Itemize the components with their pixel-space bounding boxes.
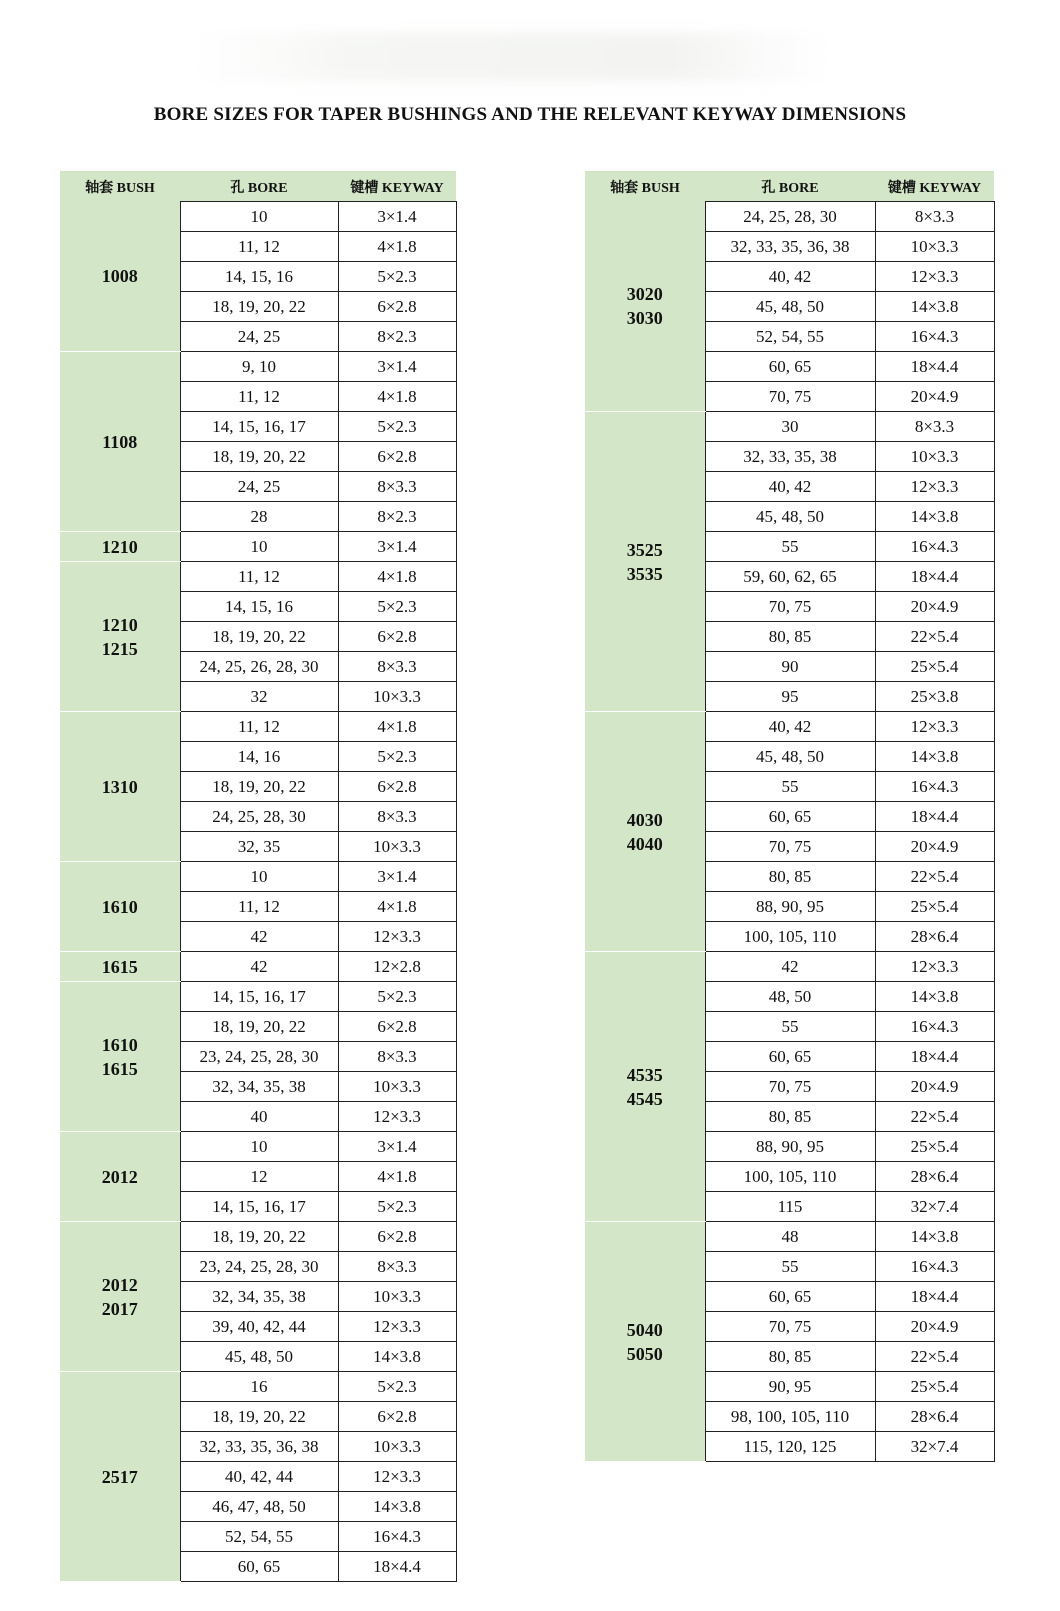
keyway-cell: 14×3.8 <box>875 1222 994 1252</box>
bore-cell: 70, 75 <box>705 832 875 862</box>
bore-cell: 90 <box>705 652 875 682</box>
keyway-cell: 6×2.8 <box>338 1012 456 1042</box>
bore-cell: 52, 54, 55 <box>705 322 875 352</box>
bore-cell: 32, 34, 35, 38 <box>180 1072 338 1102</box>
table-row <box>585 952 994 982</box>
keyway-cell: 12×3.3 <box>875 472 994 502</box>
keyway-cell: 6×2.8 <box>338 622 456 652</box>
keyway-cell: 32×7.4 <box>875 1192 994 1222</box>
bore-cell: 70, 75 <box>705 592 875 622</box>
bore-cell: 14, 15, 16 <box>180 262 338 292</box>
bore-cell: 100, 105, 110 <box>705 1162 875 1192</box>
bore-cell: 39, 40, 42, 44 <box>180 1312 338 1342</box>
bore-cell: 59, 60, 62, 65 <box>705 562 875 592</box>
keyway-cell: 5×2.3 <box>338 1372 456 1402</box>
header-row <box>60 172 456 202</box>
table-row <box>585 712 994 742</box>
keyway-cell: 14×3.8 <box>338 1492 456 1522</box>
right-bore-table <box>585 171 995 1462</box>
header-bush: 轴套 BUSH <box>60 172 180 202</box>
keyway-cell: 25×5.4 <box>875 892 994 922</box>
bore-cell: 60, 65 <box>705 802 875 832</box>
bore-cell: 60, 65 <box>705 1042 875 1072</box>
keyway-cell: 22×5.4 <box>875 1342 994 1372</box>
keyway-cell: 10×3.3 <box>338 1432 456 1462</box>
keyway-cell: 18×4.4 <box>875 1282 994 1312</box>
keyway-cell: 22×5.4 <box>875 1102 994 1132</box>
keyway-cell: 3×1.4 <box>338 862 456 892</box>
bore-cell: 60, 65 <box>180 1552 338 1582</box>
keyway-cell: 8×2.3 <box>338 322 456 352</box>
keyway-cell: 8×3.3 <box>875 412 994 442</box>
keyway-cell: 6×2.8 <box>338 772 456 802</box>
keyway-cell: 20×4.9 <box>875 382 994 412</box>
bore-cell: 14, 15, 16 <box>180 592 338 622</box>
keyway-cell: 16×4.3 <box>875 532 994 562</box>
keyway-cell: 12×3.3 <box>875 262 994 292</box>
keyway-cell: 8×3.3 <box>338 802 456 832</box>
keyway-cell: 18×4.4 <box>875 802 994 832</box>
bore-cell: 40, 42 <box>705 262 875 292</box>
keyway-cell: 18×4.4 <box>875 352 994 382</box>
bore-cell: 14, 15, 16, 17 <box>180 412 338 442</box>
keyway-cell: 25×5.4 <box>875 1372 994 1402</box>
bore-cell: 24, 25, 28, 30 <box>180 802 338 832</box>
table-row <box>60 862 456 892</box>
bore-cell: 18, 19, 20, 22 <box>180 1402 338 1432</box>
keyway-cell: 28×6.4 <box>875 1162 994 1192</box>
bush-size-cell: 1210 <box>60 532 180 562</box>
bush-size-cell: 3020 3030 <box>585 202 705 412</box>
keyway-cell: 14×3.8 <box>875 742 994 772</box>
bore-cell: 70, 75 <box>705 382 875 412</box>
bush-size-cell: 2012 2017 <box>60 1222 180 1372</box>
table-row <box>585 412 994 442</box>
keyway-cell: 3×1.4 <box>338 532 456 562</box>
keyway-cell: 16×4.3 <box>338 1522 456 1552</box>
bore-cell: 40 <box>180 1102 338 1132</box>
keyway-cell: 20×4.9 <box>875 832 994 862</box>
bore-cell: 40, 42 <box>705 472 875 502</box>
bore-cell: 55 <box>705 1012 875 1042</box>
keyway-cell: 10×3.3 <box>338 682 456 712</box>
bush-size-cell: 1008 <box>60 202 180 352</box>
bore-cell: 14, 15, 16, 17 <box>180 1192 338 1222</box>
keyway-cell: 32×7.4 <box>875 1432 994 1462</box>
bore-cell: 95 <box>705 682 875 712</box>
bush-size-cell: 2012 <box>60 1132 180 1222</box>
bore-cell: 18, 19, 20, 22 <box>180 622 338 652</box>
bush-size-cell: 3525 3535 <box>585 412 705 712</box>
keyway-cell: 4×1.8 <box>338 1162 456 1192</box>
bore-cell: 30 <box>705 412 875 442</box>
bore-cell: 55 <box>705 532 875 562</box>
table-row <box>60 562 456 592</box>
keyway-cell: 12×3.3 <box>338 1462 456 1492</box>
bore-cell: 98, 100, 105, 110 <box>705 1402 875 1432</box>
keyway-cell: 16×4.3 <box>875 322 994 352</box>
keyway-cell: 5×2.3 <box>338 262 456 292</box>
header-keyway: 键槽 KEYWAY <box>338 172 456 202</box>
keyway-cell: 6×2.8 <box>338 1402 456 1432</box>
bore-cell: 115, 120, 125 <box>705 1432 875 1462</box>
keyway-cell: 16×4.3 <box>875 772 994 802</box>
bore-cell: 18, 19, 20, 22 <box>180 1012 338 1042</box>
bore-cell: 24, 25, 28, 30 <box>705 202 875 232</box>
bore-cell: 40, 42 <box>705 712 875 742</box>
bore-cell: 40, 42, 44 <box>180 1462 338 1492</box>
left-bore-table <box>60 171 457 1582</box>
keyway-cell: 6×2.8 <box>338 1222 456 1252</box>
keyway-cell: 14×3.8 <box>875 982 994 1012</box>
bore-cell: 24, 25 <box>180 322 338 352</box>
header-bore: 孔 BORE <box>180 172 338 202</box>
keyway-cell: 5×2.3 <box>338 1192 456 1222</box>
bore-cell: 32, 33, 35, 38 <box>705 442 875 472</box>
bore-cell: 11, 12 <box>180 232 338 262</box>
header-bore: 孔 BORE <box>705 172 875 202</box>
table-row <box>585 202 994 232</box>
keyway-cell: 5×2.3 <box>338 742 456 772</box>
bore-cell: 46, 47, 48, 50 <box>180 1492 338 1522</box>
keyway-cell: 10×3.3 <box>875 442 994 472</box>
bore-cell: 42 <box>180 952 338 982</box>
keyway-cell: 10×3.3 <box>338 1072 456 1102</box>
bore-cell: 42 <box>180 922 338 952</box>
bore-cell: 90, 95 <box>705 1372 875 1402</box>
header-bush: 轴套 BUSH <box>585 172 705 202</box>
table-row <box>60 982 456 1012</box>
keyway-cell: 18×4.4 <box>875 1042 994 1072</box>
bore-cell: 9, 10 <box>180 352 338 382</box>
keyway-cell: 16×4.3 <box>875 1012 994 1042</box>
keyway-cell: 4×1.8 <box>338 712 456 742</box>
keyway-cell: 10×3.3 <box>875 232 994 262</box>
bore-cell: 52, 54, 55 <box>180 1522 338 1552</box>
bore-cell: 11, 12 <box>180 382 338 412</box>
keyway-cell: 4×1.8 <box>338 382 456 412</box>
bore-cell: 11, 12 <box>180 562 338 592</box>
keyway-cell: 12×3.3 <box>338 1102 456 1132</box>
keyway-cell: 5×2.3 <box>338 412 456 442</box>
keyway-cell: 20×4.9 <box>875 1072 994 1102</box>
header-keyway: 键槽 KEYWAY <box>875 172 994 202</box>
bore-cell: 80, 85 <box>705 1102 875 1132</box>
bush-size-cell: 4535 4545 <box>585 952 705 1222</box>
keyway-cell: 12×3.3 <box>875 712 994 742</box>
bore-cell: 42 <box>705 952 875 982</box>
keyway-cell: 8×3.3 <box>338 1252 456 1282</box>
bore-cell: 11, 12 <box>180 712 338 742</box>
bore-cell: 12 <box>180 1162 338 1192</box>
bore-cell: 18, 19, 20, 22 <box>180 772 338 802</box>
keyway-cell: 14×3.8 <box>875 502 994 532</box>
bush-size-cell: 1210 1215 <box>60 562 180 712</box>
keyway-cell: 25×5.4 <box>875 1132 994 1162</box>
bore-cell: 45, 48, 50 <box>705 292 875 322</box>
keyway-cell: 3×1.4 <box>338 202 456 232</box>
table-row <box>585 1222 994 1252</box>
bore-cell: 32, 34, 35, 38 <box>180 1282 338 1312</box>
keyway-cell: 28×6.4 <box>875 922 994 952</box>
bore-cell: 10 <box>180 1132 338 1162</box>
bore-cell: 80, 85 <box>705 1342 875 1372</box>
bore-cell: 18, 19, 20, 22 <box>180 1222 338 1252</box>
keyway-cell: 8×3.3 <box>338 652 456 682</box>
keyway-cell: 22×5.4 <box>875 622 994 652</box>
bush-size-cell: 1610 <box>60 862 180 952</box>
bore-cell: 55 <box>705 772 875 802</box>
bush-size-cell: 1610 1615 <box>60 982 180 1132</box>
keyway-cell: 20×4.9 <box>875 1312 994 1342</box>
keyway-cell: 4×1.8 <box>338 892 456 922</box>
bore-cell: 48, 50 <box>705 982 875 1012</box>
keyway-cell: 12×2.8 <box>338 952 456 982</box>
keyway-cell: 12×3.3 <box>338 922 456 952</box>
keyway-cell: 6×2.8 <box>338 292 456 322</box>
keyway-cell: 4×1.8 <box>338 232 456 262</box>
keyway-cell: 12×3.3 <box>338 1312 456 1342</box>
keyway-cell: 12×3.3 <box>875 952 994 982</box>
table-row <box>60 712 456 742</box>
bore-cell: 16 <box>180 1372 338 1402</box>
bore-cell: 14, 16 <box>180 742 338 772</box>
bore-cell: 32, 33, 35, 36, 38 <box>180 1432 338 1462</box>
bore-cell: 10 <box>180 202 338 232</box>
bore-cell: 70, 75 <box>705 1312 875 1342</box>
table-row <box>60 1372 456 1402</box>
bore-cell: 14, 15, 16, 17 <box>180 982 338 1012</box>
bore-cell: 45, 48, 50 <box>705 502 875 532</box>
keyway-cell: 3×1.4 <box>338 352 456 382</box>
bore-cell: 80, 85 <box>705 862 875 892</box>
bore-cell: 18, 19, 20, 22 <box>180 292 338 322</box>
bore-cell: 32, 35 <box>180 832 338 862</box>
keyway-cell: 4×1.8 <box>338 562 456 592</box>
bore-cell: 32 <box>180 682 338 712</box>
bore-cell: 115 <box>705 1192 875 1222</box>
keyway-cell: 28×6.4 <box>875 1402 994 1432</box>
keyway-cell: 8×2.3 <box>338 502 456 532</box>
bore-cell: 23, 24, 25, 28, 30 <box>180 1042 338 1072</box>
keyway-cell: 22×5.4 <box>875 862 994 892</box>
bore-cell: 60, 65 <box>705 1282 875 1312</box>
bore-cell: 70, 75 <box>705 1072 875 1102</box>
keyway-cell: 25×3.8 <box>875 682 994 712</box>
keyway-cell: 3×1.4 <box>338 1132 456 1162</box>
table-row <box>60 532 456 562</box>
bore-cell: 48 <box>705 1222 875 1252</box>
bore-cell: 100, 105, 110 <box>705 922 875 952</box>
table-row <box>60 1222 456 1252</box>
keyway-cell: 8×3.3 <box>875 202 994 232</box>
bore-cell: 10 <box>180 862 338 892</box>
keyway-cell: 18×4.4 <box>875 562 994 592</box>
bush-size-cell: 2517 <box>60 1372 180 1582</box>
table-row <box>60 1132 456 1162</box>
table-row <box>60 952 456 982</box>
keyway-cell: 5×2.3 <box>338 592 456 622</box>
keyway-cell: 14×3.8 <box>338 1342 456 1372</box>
bush-size-cell: 1615 <box>60 952 180 982</box>
keyway-cell: 14×3.8 <box>875 292 994 322</box>
table-row <box>60 202 456 232</box>
bore-cell: 18, 19, 20, 22 <box>180 442 338 472</box>
bore-cell: 88, 90, 95 <box>705 892 875 922</box>
bush-size-cell: 1310 <box>60 712 180 862</box>
bore-cell: 80, 85 <box>705 622 875 652</box>
bore-cell: 60, 65 <box>705 352 875 382</box>
bush-size-cell: 1108 <box>60 352 180 532</box>
keyway-cell: 10×3.3 <box>338 1282 456 1312</box>
table-row <box>60 352 456 382</box>
bore-cell: 88, 90, 95 <box>705 1132 875 1162</box>
bore-cell: 55 <box>705 1252 875 1282</box>
bore-cell: 45, 48, 50 <box>180 1342 338 1372</box>
page-title: BORE SIZES FOR TAPER BUSHINGS AND THE RELEVANT KEYWAY DIMENSIONS <box>153 104 907 125</box>
bore-cell: 23, 24, 25, 28, 30 <box>180 1252 338 1282</box>
bore-cell: 24, 25 <box>180 472 338 502</box>
keyway-cell: 16×4.3 <box>875 1252 994 1282</box>
keyway-cell: 8×3.3 <box>338 1042 456 1072</box>
keyway-cell: 20×4.9 <box>875 592 994 622</box>
keyway-cell: 10×3.3 <box>338 832 456 862</box>
bush-size-cell: 5040 5050 <box>585 1222 705 1462</box>
keyway-cell: 8×3.3 <box>338 472 456 502</box>
keyway-cell: 6×2.8 <box>338 442 456 472</box>
bore-cell: 10 <box>180 532 338 562</box>
keyway-cell: 25×5.4 <box>875 652 994 682</box>
bore-cell: 11, 12 <box>180 892 338 922</box>
keyway-cell: 18×4.4 <box>338 1552 456 1582</box>
bore-cell: 32, 33, 35, 36, 38 <box>705 232 875 262</box>
bore-cell: 45, 48, 50 <box>705 742 875 772</box>
faded-banner <box>190 32 830 82</box>
bore-cell: 28 <box>180 502 338 532</box>
bore-cell: 24, 25, 26, 28, 30 <box>180 652 338 682</box>
header-row <box>585 172 994 202</box>
bush-size-cell: 4030 4040 <box>585 712 705 952</box>
keyway-cell: 5×2.3 <box>338 982 456 1012</box>
